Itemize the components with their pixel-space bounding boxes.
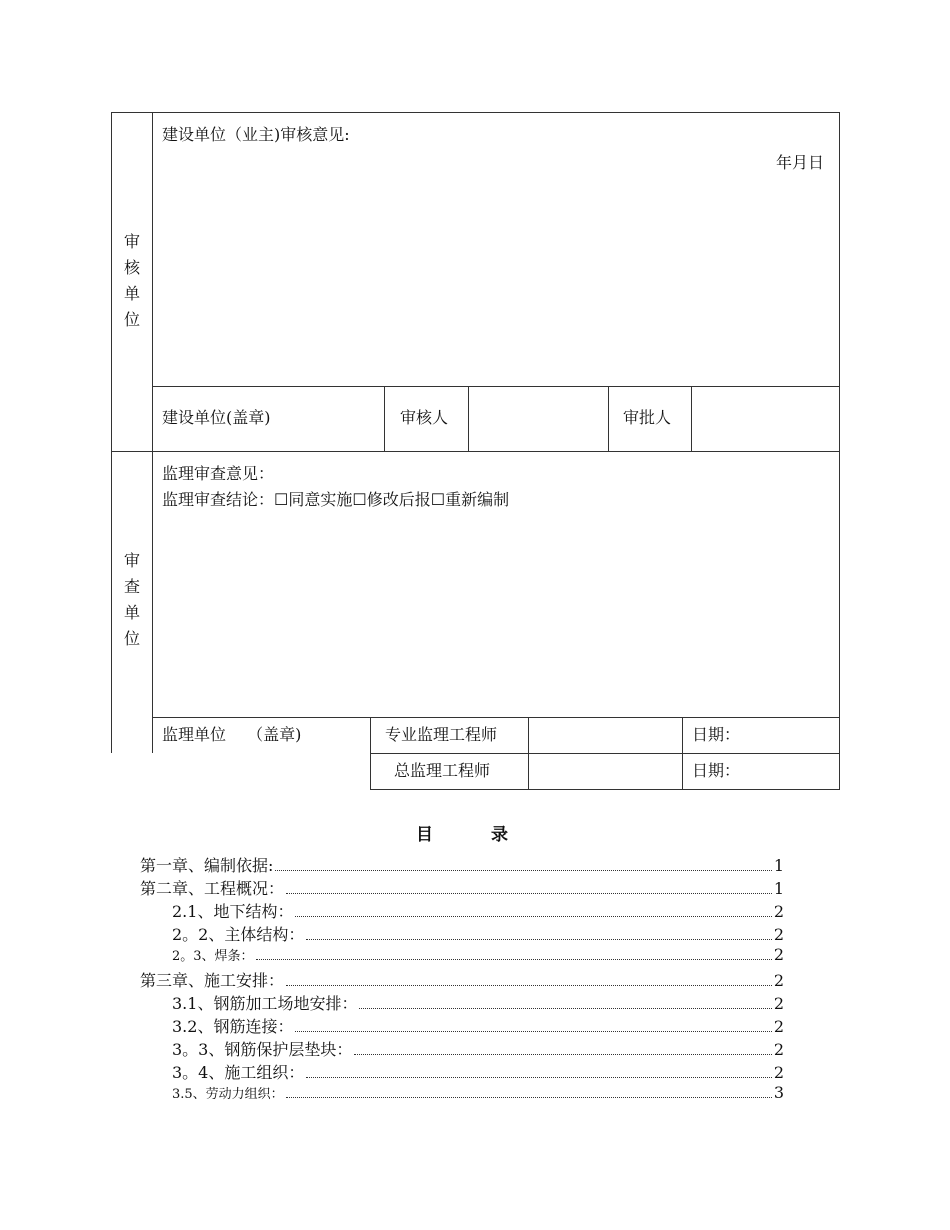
toc-page-number: 2 (773, 945, 784, 964)
toc-entry[interactable] (140, 968, 784, 990)
table-right-border (839, 112, 840, 790)
toc-page-number: 2 (773, 925, 784, 944)
toc-leader-dots (306, 939, 771, 940)
toc-leader-dots (256, 959, 772, 960)
table-left-border (111, 112, 112, 753)
opinion-date-label: 年月日 (776, 153, 825, 172)
cell-divider (468, 386, 469, 451)
toc-leader-dots (286, 1097, 772, 1098)
toc-page-number: 1 (773, 879, 784, 898)
toc-leader-dots (295, 1031, 771, 1032)
toc-page-number: 1 (773, 856, 784, 875)
approver-signature-field[interactable] (693, 388, 838, 450)
supervision-conclusion-row (162, 489, 509, 511)
toc-page-number: 3 (773, 1083, 784, 1102)
engineer-label: 专业监理工程师 (385, 725, 498, 744)
conclusion-label: 监理审查结论： (162, 490, 275, 509)
inspect-unit-side-label: 审 查 单 位 (123, 551, 140, 648)
supervision-seal-label: 监理单位 （盖章) (162, 725, 302, 744)
toc-leader-dots (286, 893, 772, 894)
toc-entry-label: 第一章、编制依据: (140, 856, 274, 875)
chief-signature-field[interactable] (530, 755, 681, 788)
toc-page-number: 2 (773, 971, 784, 990)
toc-entry[interactable] (172, 945, 784, 967)
toc-entry-label: 2。3、焊条： (172, 949, 254, 964)
row-divider (152, 717, 840, 718)
reviewer-label: 审核人 (400, 408, 449, 427)
owner-opinion-label: 建设单位（业主)审核意见: (162, 125, 350, 144)
toc-entry-label: 第三章、施工安排： (140, 971, 285, 990)
toc-entry-label: 2.1、地下结构： (172, 902, 294, 921)
section-divider (111, 451, 840, 452)
cell-divider (682, 717, 683, 790)
toc-entry-label (172, 1083, 284, 1102)
chief-engineer-label: 总监理工程师 (394, 761, 491, 780)
toc-entry[interactable] (140, 876, 784, 898)
toc-leader-dots (275, 870, 771, 871)
toc-entry-label: 3.2、钢筋连接： (172, 1017, 294, 1036)
cell-divider (528, 717, 529, 790)
toc-page-number: 2 (773, 902, 784, 921)
reviewer-signature-field[interactable] (470, 388, 607, 450)
row-divider (152, 386, 840, 387)
toc-entry[interactable] (172, 1060, 784, 1082)
toc-entry[interactable] (172, 991, 784, 1013)
approver-label: 审批人 (623, 408, 672, 427)
toc-entry-label: 第二章、工程概况： (140, 879, 285, 898)
engineer-date-label: 日期： (692, 725, 741, 744)
chief-date-label: 日期： (692, 761, 741, 780)
review-unit-side-label: 审 核 单 位 (123, 232, 140, 329)
toc-page-number: 2 (773, 994, 784, 1013)
toc-page-number: 2 (773, 1040, 784, 1059)
toc-entry[interactable] (172, 1083, 784, 1105)
toc-leader-dots (286, 985, 772, 986)
toc-entry[interactable] (172, 1014, 784, 1036)
toc-entry-label: 3。4、施工组织： (172, 1063, 305, 1082)
option-redo-checkbox[interactable]: ☐重新编制 (430, 490, 510, 509)
toc-page-number: 2 (773, 1017, 784, 1036)
toc-entry-label-text: 3.5、劳动力组织： (172, 1087, 284, 1102)
cell-divider (384, 386, 385, 451)
owner-seal-label: 建设单位(盖章) (162, 408, 271, 427)
cell-divider (608, 386, 609, 451)
cell-divider (691, 386, 692, 451)
toc-leader-dots (359, 1008, 771, 1009)
engineer-signature-field[interactable] (530, 719, 681, 752)
toc-entry[interactable] (140, 853, 784, 875)
toc-page-number: 2 (773, 1063, 784, 1082)
cell-divider (370, 717, 371, 790)
toc-entry[interactable] (172, 1037, 784, 1059)
toc-entry[interactable] (172, 899, 784, 921)
toc-entry-label: 3。3、钢筋保护层垫块： (172, 1040, 353, 1059)
option-revise-checkbox[interactable]: ☐修改后报 (352, 490, 431, 509)
toc-title: 目 录 (416, 825, 534, 845)
label-column-divider (152, 112, 153, 753)
toc-leader-dots (306, 1077, 771, 1078)
table-top-border (111, 112, 840, 113)
toc-entry-label: 3.1、钢筋加工场地安排： (172, 994, 358, 1013)
toc-leader-dots (354, 1054, 771, 1055)
toc-entry[interactable] (172, 922, 784, 944)
row-divider (370, 753, 840, 754)
supervision-opinion-label: 监理审查意见： (162, 464, 275, 483)
table-bottom-border (370, 789, 840, 790)
option-agree-checkbox[interactable]: ☐同意实施 (274, 490, 353, 509)
toc-leader-dots (295, 916, 771, 917)
toc-entry-label: 2。2、主体结构： (172, 925, 305, 944)
